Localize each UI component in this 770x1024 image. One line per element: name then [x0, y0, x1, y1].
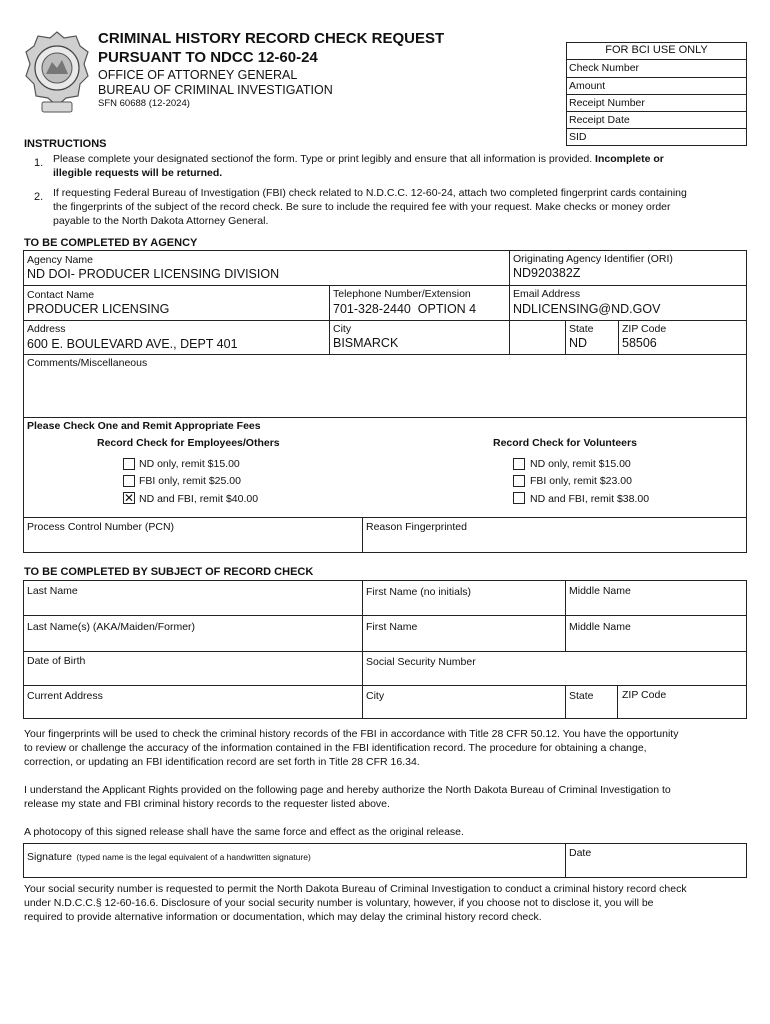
address-field[interactable]: 600 E. BOULEVARD AVE., DEPT 401: [27, 337, 238, 351]
sid-field[interactable]: SID: [569, 131, 587, 143]
employee-nd-only-checkbox[interactable]: [123, 458, 135, 470]
fees-heading: Please Check One and Remit Appropriate Fees: [27, 420, 261, 432]
volunteer-nd-only-label: ND only, remit $15.00: [530, 458, 631, 470]
volunteer-fbi-only-checkbox[interactable]: [513, 475, 525, 487]
bci-box-title: FOR BCI USE ONLY: [605, 44, 708, 56]
agency-name-field[interactable]: ND DOI- PRODUCER LICENSING DIVISION: [27, 267, 280, 281]
bureau-name: BUREAU OF CRIMINAL INVESTIGATION: [98, 83, 333, 97]
ssn-notice-line-1: Your social security number is requested to permit the North Dakota Bureau of Criminal Investigation to conduct a criminal history record check: [24, 883, 687, 895]
zip-field[interactable]: 58506: [622, 336, 657, 350]
subject-ssn-label: Social Security Number: [366, 656, 476, 668]
subject-aka-middle-name-label: Middle Name: [569, 621, 631, 633]
authorization-line-1: I understand the Applicant Rights provided on the following page and hereby authorize the North Dakota Bureau of Criminal Investigation to: [24, 784, 671, 796]
employee-nd-and-fbi-label: ND and FBI, remit $40.00: [139, 493, 259, 505]
state-field[interactable]: ND: [569, 336, 588, 350]
authorization-line-2: release my state and FBI criminal history records to the requester listed above.: [24, 798, 390, 810]
subject-state-label: State: [569, 690, 594, 702]
volunteer-nd-and-fbi-checkbox[interactable]: [513, 492, 525, 504]
contact-name-label: Contact Name: [27, 289, 95, 301]
subject-section-heading: TO BE COMPLETED BY SUBJECT OF RECORD CHECK: [24, 566, 314, 578]
fbi-notice-line-3: correction, or updating an FBI identification record are set forth in Title 28 CFR 16.34.: [24, 756, 420, 768]
subject-city-label: City: [366, 690, 385, 702]
ori-label: Originating Agency Identifier (ORI): [513, 253, 673, 265]
reason-fingerprinted-label: Reason Fingerprinted: [366, 521, 467, 533]
comments-field[interactable]: [24, 370, 746, 416]
phone-field[interactable]: 701-328-2440 OPTION 4: [333, 302, 477, 316]
instruction-2-number: 2.: [34, 191, 44, 203]
subject-last-name-label: Last Name: [27, 585, 78, 597]
form-number: SFN 60688 (12-2024): [98, 98, 190, 109]
form-title: CRIMINAL HISTORY RECORD CHECK REQUEST: [98, 30, 445, 47]
instructions-heading: INSTRUCTIONS: [24, 138, 107, 150]
receipt-date-field[interactable]: Receipt Date: [569, 114, 630, 126]
date-label: Date: [569, 847, 592, 859]
subject-aka-first-name-label: First Name: [366, 621, 418, 633]
attorney-general-seal-icon: [24, 30, 90, 118]
ori-field[interactable]: ND920382Z: [513, 266, 581, 280]
date-field[interactable]: [567, 860, 746, 877]
email-label: Email Address: [513, 288, 581, 300]
zip-label: ZIP Code: [622, 323, 667, 335]
instruction-1-number: 1.: [34, 157, 44, 169]
subject-middle-name-label: Middle Name: [569, 585, 631, 597]
form-subtitle: PURSUANT TO NDCC 12-60-24: [98, 49, 318, 66]
instruction-1-text: Please complete your designated sectionof the form. Type or print legibly and ensure that all information is provided. Incomplete or: [53, 153, 664, 165]
pcn-label: Process Control Number (PCN): [27, 521, 175, 533]
agency-name-label: Agency Name: [27, 254, 93, 266]
subject-address-label: Current Address: [27, 690, 103, 702]
employee-fbi-only-label: FBI only, remit $25.00: [139, 475, 241, 487]
pcn-field[interactable]: [24, 534, 361, 552]
amount-field[interactable]: Amount: [569, 80, 606, 92]
subject-first-name-label: First Name (no initials): [366, 586, 472, 598]
check-number-field[interactable]: Check Number: [569, 62, 640, 74]
reason-fingerprinted-field[interactable]: [364, 534, 746, 552]
signature-label-group: Signature (typed name is the legal equivalent of a handwritten signature): [27, 851, 311, 863]
contact-name-field[interactable]: PRODUCER LICENSING: [27, 302, 170, 316]
ssn-notice-line-3: required to provide alternative information or documentation, which may delay the criminal history record check.: [24, 911, 542, 923]
employee-nd-and-fbi-checkbox[interactable]: ✕: [124, 491, 135, 505]
employee-nd-only-label: ND only, remit $15.00: [139, 458, 240, 470]
subject-zip-label: ZIP Code: [622, 689, 667, 701]
fbi-notice-line-1: Your fingerprints will be used to check the criminal history records of the FBI in accordance with Title 28 CFR 50.12. You have the opportunity: [24, 728, 679, 740]
fbi-notice-line-2: to review or challenge the accuracy of the information contained in the FBI identification record. The procedure for obtaining a change,: [24, 742, 647, 754]
instruction-2-line-3: payable to the North Dakota Attorney General.: [53, 215, 269, 227]
subject-dob-label: Date of Birth: [27, 655, 86, 667]
email-field[interactable]: NDLICENSING@ND.GOV: [513, 302, 661, 316]
volunteers-heading: Record Check for Volunteers: [493, 437, 637, 449]
agency-section-heading: TO BE COMPLETED BY AGENCY: [24, 237, 198, 249]
instruction-2-line-2: the fingerprints of the subject of the record check. Be sure to include the required fee with your request. Make checks or money order: [53, 201, 671, 213]
ssn-notice-line-2: under N.D.C.C.§ 12-60-16.6. Disclosure of your social security number is voluntary, however, if you choose not to disclose it, you will be: [24, 897, 654, 909]
instruction-1-warning: illegible requests will be returned.: [53, 167, 223, 179]
receipt-number-field[interactable]: Receipt Number: [569, 97, 645, 109]
volunteer-nd-and-fbi-label: ND and FBI, remit $38.00: [530, 493, 650, 505]
employee-fbi-only-checkbox[interactable]: [123, 475, 135, 487]
city-label: City: [333, 323, 352, 335]
city-field[interactable]: BISMARCK: [333, 336, 399, 350]
address-label: Address: [27, 323, 66, 335]
signature-field[interactable]: [24, 860, 564, 877]
photocopy-notice: A photocopy of this signed release shall have the same force and effect as the original release.: [24, 826, 464, 838]
employees-heading: Record Check for Employees/Others: [97, 437, 280, 449]
phone-label: Telephone Number/Extension: [333, 288, 471, 300]
subject-aka-label: Last Name(s) (AKA/Maiden/Former): [27, 621, 196, 633]
comments-label: Comments/Miscellaneous: [27, 357, 148, 369]
volunteer-nd-only-checkbox[interactable]: [513, 458, 525, 470]
office-name: OFFICE OF ATTORNEY GENERAL: [98, 68, 298, 82]
volunteer-fbi-only-label: FBI only, remit $23.00: [530, 475, 632, 487]
state-label: State: [569, 323, 594, 335]
instruction-2-line-1: If requesting Federal Bureau of Investigation (FBI) check related to N.D.C.C. 12-60-24, attach two completed fingerprint cards containing: [53, 187, 687, 199]
